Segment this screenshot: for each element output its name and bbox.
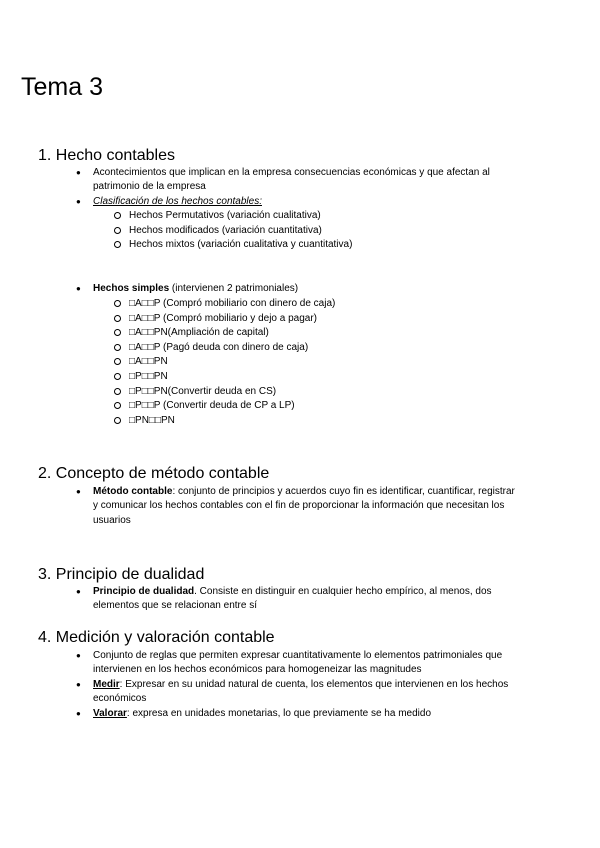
s4-medir-line1 — [93, 678, 508, 693]
simple-item: □A□□P (Pagó deuda con dinero de caja) — [129, 342, 309, 353]
simple-item: □P□□P (Convertir deuda de CP a LP) — [129, 400, 295, 411]
principio-dualidad-bold: Principio de dualidad — [93, 586, 195, 597]
s3-line2: elementos que se relacionan entre sí — [93, 600, 257, 611]
bullet-icon: ● — [76, 197, 81, 206]
sub-bullet-icon — [114, 300, 121, 307]
hechos-simples-rest: (intervienen 2 patrimoniales) — [169, 283, 299, 294]
s1-sub-item: Hechos mixtos (variación cualitativa y cuantitativa) — [129, 239, 353, 250]
s2-line2: y comunicar los hechos contables con el fin de proporcionar la información que necesitan los — [93, 500, 505, 511]
simple-item: □P□□PN(Convertir deuda en CS) — [129, 386, 277, 397]
s2-line1-text: : conjunto de principios y acuerdos cuyo fin es identificar, cuantificar, registrar — [172, 486, 515, 497]
sub-bullet-icon — [114, 388, 121, 395]
hechos-simples-bold: Hechos simples — [93, 283, 170, 294]
simple-item: □PN□□PN — [129, 415, 175, 426]
s2-line1 — [93, 485, 515, 500]
s4-valorar-text: : expresa en unidades monetarias, lo que previamente se ha medido — [126, 708, 431, 719]
s3-line1-text: . Consiste en distinguir en cualquier hecho empírico, al menos, dos — [194, 586, 492, 597]
sub-bullet-icon — [114, 212, 121, 219]
simple-item: □A□□P (Compró mobiliario y dejo a pagar) — [129, 313, 318, 324]
valorar-term: Valorar — [93, 708, 127, 719]
medir-term: Medir — [93, 679, 120, 690]
sub-bullet-icon — [114, 315, 121, 322]
s4-medir-text: : Expresar en su unidad natural de cuenta, los elementos que intervienen en los hechos — [119, 679, 509, 690]
sub-bullet-icon — [114, 344, 121, 351]
sub-bullet-icon — [114, 402, 121, 409]
s4-b1-line2: intervienen en los hechos económicos para homogeneizar las magnitudes — [93, 664, 422, 675]
section-2-heading: 2. Concepto de método contable — [38, 465, 270, 482]
sub-bullet-icon — [114, 329, 121, 336]
bullet-icon: ● — [76, 168, 81, 177]
simple-item: □P□□PN — [129, 371, 168, 382]
s2-line3: usuarios — [93, 515, 131, 526]
s1-sub-item: Hechos modificados (variación cuantitativa) — [129, 225, 322, 236]
bullet-icon: ● — [76, 587, 81, 596]
s1-def-line1: Acontecimientos que implican en la empresa consecuencias económicas y que afectan al — [93, 167, 490, 178]
bullet-icon: ● — [76, 680, 81, 689]
section-4-heading: 4. Medición y valoración contable — [38, 629, 275, 646]
s1-sub-item: Hechos Permutativos (variación cualitativa) — [129, 210, 321, 221]
s3-line1 — [93, 585, 492, 600]
section-1-heading: 1. Hecho contables — [38, 147, 175, 164]
page-title: Tema 3 — [21, 73, 103, 101]
s1-def-line2: patrimonio de la empresa — [93, 181, 206, 192]
metodo-contable-bold: Método contable — [93, 486, 173, 497]
bullet-icon: ● — [76, 651, 81, 660]
bullet-icon: ● — [76, 284, 81, 293]
simple-item: □A□□PN — [129, 356, 168, 367]
s4-valorar-line — [93, 707, 431, 722]
s4-b1-line1: Conjunto de reglas que permiten expresar cuantitativamente lo elementos patrimoniales que — [93, 650, 503, 661]
sub-bullet-icon — [114, 417, 121, 424]
sub-bullet-icon — [114, 227, 121, 234]
simple-item: □A□□P (Compró mobiliario con dinero de caja) — [129, 298, 336, 309]
s4-medir-line2: económicos — [93, 693, 147, 704]
bullet-icon: ● — [76, 487, 81, 496]
s1-hechos-simples — [93, 282, 298, 297]
sub-bullet-icon — [114, 358, 121, 365]
sub-bullet-icon — [114, 241, 121, 248]
simple-item: □A□□PN(Ampliación de capital) — [129, 327, 269, 338]
sub-bullet-icon — [114, 373, 121, 380]
bullet-icon: ● — [76, 709, 81, 718]
s1-clasificacion: Clasificación de los hechos contables: — [93, 196, 262, 207]
section-3-heading: 3. Principio de dualidad — [38, 566, 205, 583]
